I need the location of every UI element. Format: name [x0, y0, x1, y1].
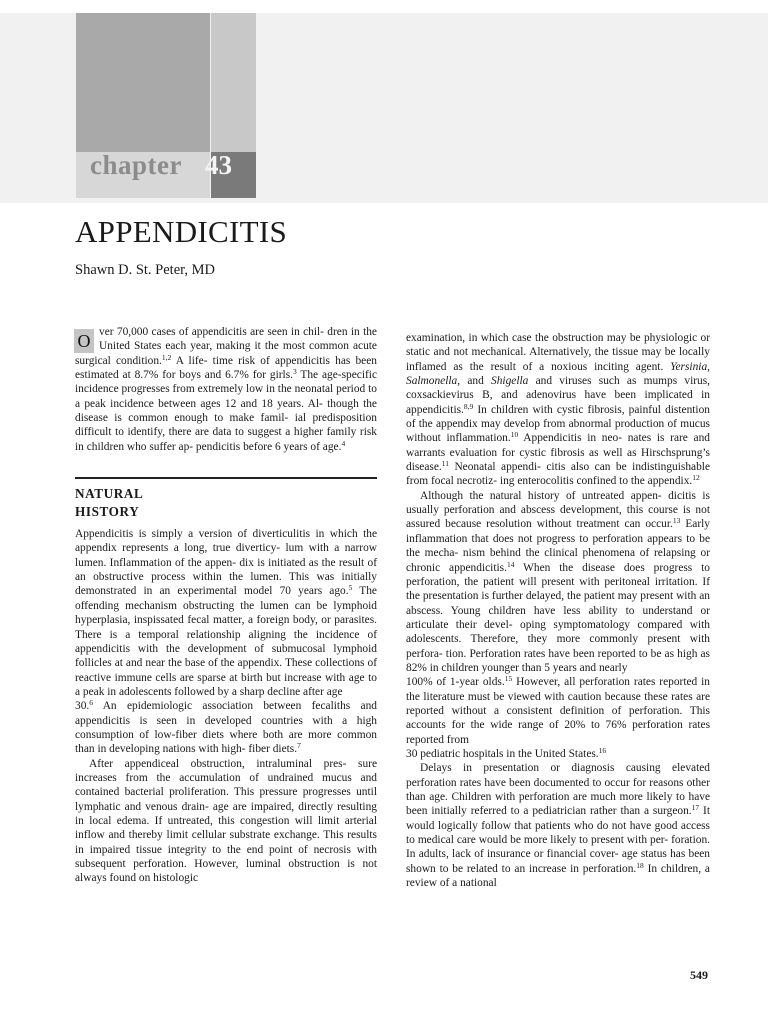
body-paragraph: Although the natural history of untreated appen- dicitis is usually perforation and abscess development, this course is not assured because resolution without treatment can occur.$^{13}$ Early inflammation that does not progress to perforation appears to be the mecha- nism behind the clinical phenomena of relapsing or chronic appendicitis.$^{14}$ When the disease does progress to perforation, the patient will present with peritoneal irritation. If the presentation is further delayed, the patient may present with an abscess. Young children have less ability to understand or articulate their devel- oping symptomatology compared with adolescents. Therefore, they more commonly present with perfora- tion. Perforation rates have been reported to be as high as 82% in children younger than 5 years and nearly 100% of 1-year olds.$^{15}$ However, all perforation rates reported in the literature must be viewed with caution because these rates are reported without a consistent definition of perforation. This accounts for the wide range of 20% to 76% perforation rates reported from 30 pediatric hospitals in the United States.$^{16}$: [406, 489, 711, 760]
author-name: Shawn D. St. Peter, MD: [75, 262, 215, 278]
section-divider: [75, 477, 377, 479]
page-title: APPENDICITIS: [75, 214, 288, 249]
intro-paragraph: O ver 70,000 cases of appendicitis are seen in chil- dren in the United States each year, making it the most common acute surgical condition.$^{1,2}$ A life- time risk of appendicitis has been estimated at 8.7% for boys and 6.7% for girls.$^3$ The age-specific incidence progresses from extremely low in the neonatal period to a peak incidence between ages 12 and 18 years. Al- though the disease is common enough to make famil- ial predisposition difficult to identify, there are data to suggest a higher family risk in children who suffer ap- pendicitis before 6 years of age.$^4$: [75, 326, 377, 453]
left-column: [75, 325, 377, 886]
right-column: [406, 331, 710, 890]
header-block-dark: [76, 13, 210, 152]
section-heading: NATURAL HISTORY: [75, 486, 144, 520]
chapter-number: 43: [205, 150, 232, 180]
drop-cap: O: [74, 329, 94, 353]
header-block-mid: [211, 13, 256, 152]
chapter-label: chapter: [90, 150, 182, 180]
body-paragraph: Delays in presentation or diagnosis causing elevated perforation rates have been documented to occur for reasons other than age. Children with perforation are much more likely to have been initially referred to a pediatrician rather than a surgeon.$^{17}$ It would logically follow that patients who do not have good access to medical care would be more likely to present with per- foration. In adults, lack of insurance or financial cover- age status has been shown to be related to an increase in perforation.$^{18}$ In children, a review of a national: [406, 762, 710, 890]
page-number: 549: [690, 968, 708, 982]
body-paragraph: Appendicitis is simply a version of diverticulitis in which the appendix represents a long, true diverticу- lum with a narrow lumen. Inflammation of the appen- dix is initiated as the result of an obstructive process within the lumen. This was initially demonstrated in an experimental model 70 years ago.$^5$ The offending mechanism obstructing the lumen can be lymphoid hyperplasia, inspissated fecal matter, a foreign body, or parasites. There is a temporal relationship aligning the incidence of appendicitis with the development of submucosal lymphoid follicles at and near the base of the appendix. These collections of reactive immune cells are sparse at birth but increase with age to a peak in adolescents followed by a sharp decline after age 30.$^6$ An epidemiologic association between fecaliths and appendicitis is seen in developed countries with a high consumption of low-fiber diets where both are more common than in developing nations with high- fiber diets.$^7$: [75, 528, 377, 756]
body-paragraph: After appendiceal obstruction, intraluminal pres- sure increases from the accumulation of undrained mucus and contained bacterial proliferation. This pressure progresses until lymphatic and venous drain- age are impaired, directly resulting in local edema. If untreated, this congestion will limit arterial inflow and thereby limit cellular substrate exchange. This results in impaired tissue integrity to the end point of necrosis with subsequent perforation. However, luminal obstruction is not always found on histologic: [75, 757, 377, 885]
body-paragraph: examination, in which case the obstruction may be physiologic or static and not mechanical. Alternatively, the tissue may be locally inflamed as the result of a noxious inciting agent. Yersinia, Salmonella, and Shigella and viruses such as mumps virus, coxsackievirus B, and adenovirus have been implicated in appendicitis.$^{8,9}$ In children with cystic fibrosis, painful distention of the appendix may develop from abnormal production of mucus without inflammation.$^{10}$ Appendicitis in neo- nates is rare and warrants evaluation for cystic fibrosis as well as Hirschsprung’s disease.$^{11}$ Neonatal appendi- citis also can be indistinguishable from focal necrotiz- ing enterocolitis confined to the appendix.$^{12}$: [406, 332, 711, 488]
